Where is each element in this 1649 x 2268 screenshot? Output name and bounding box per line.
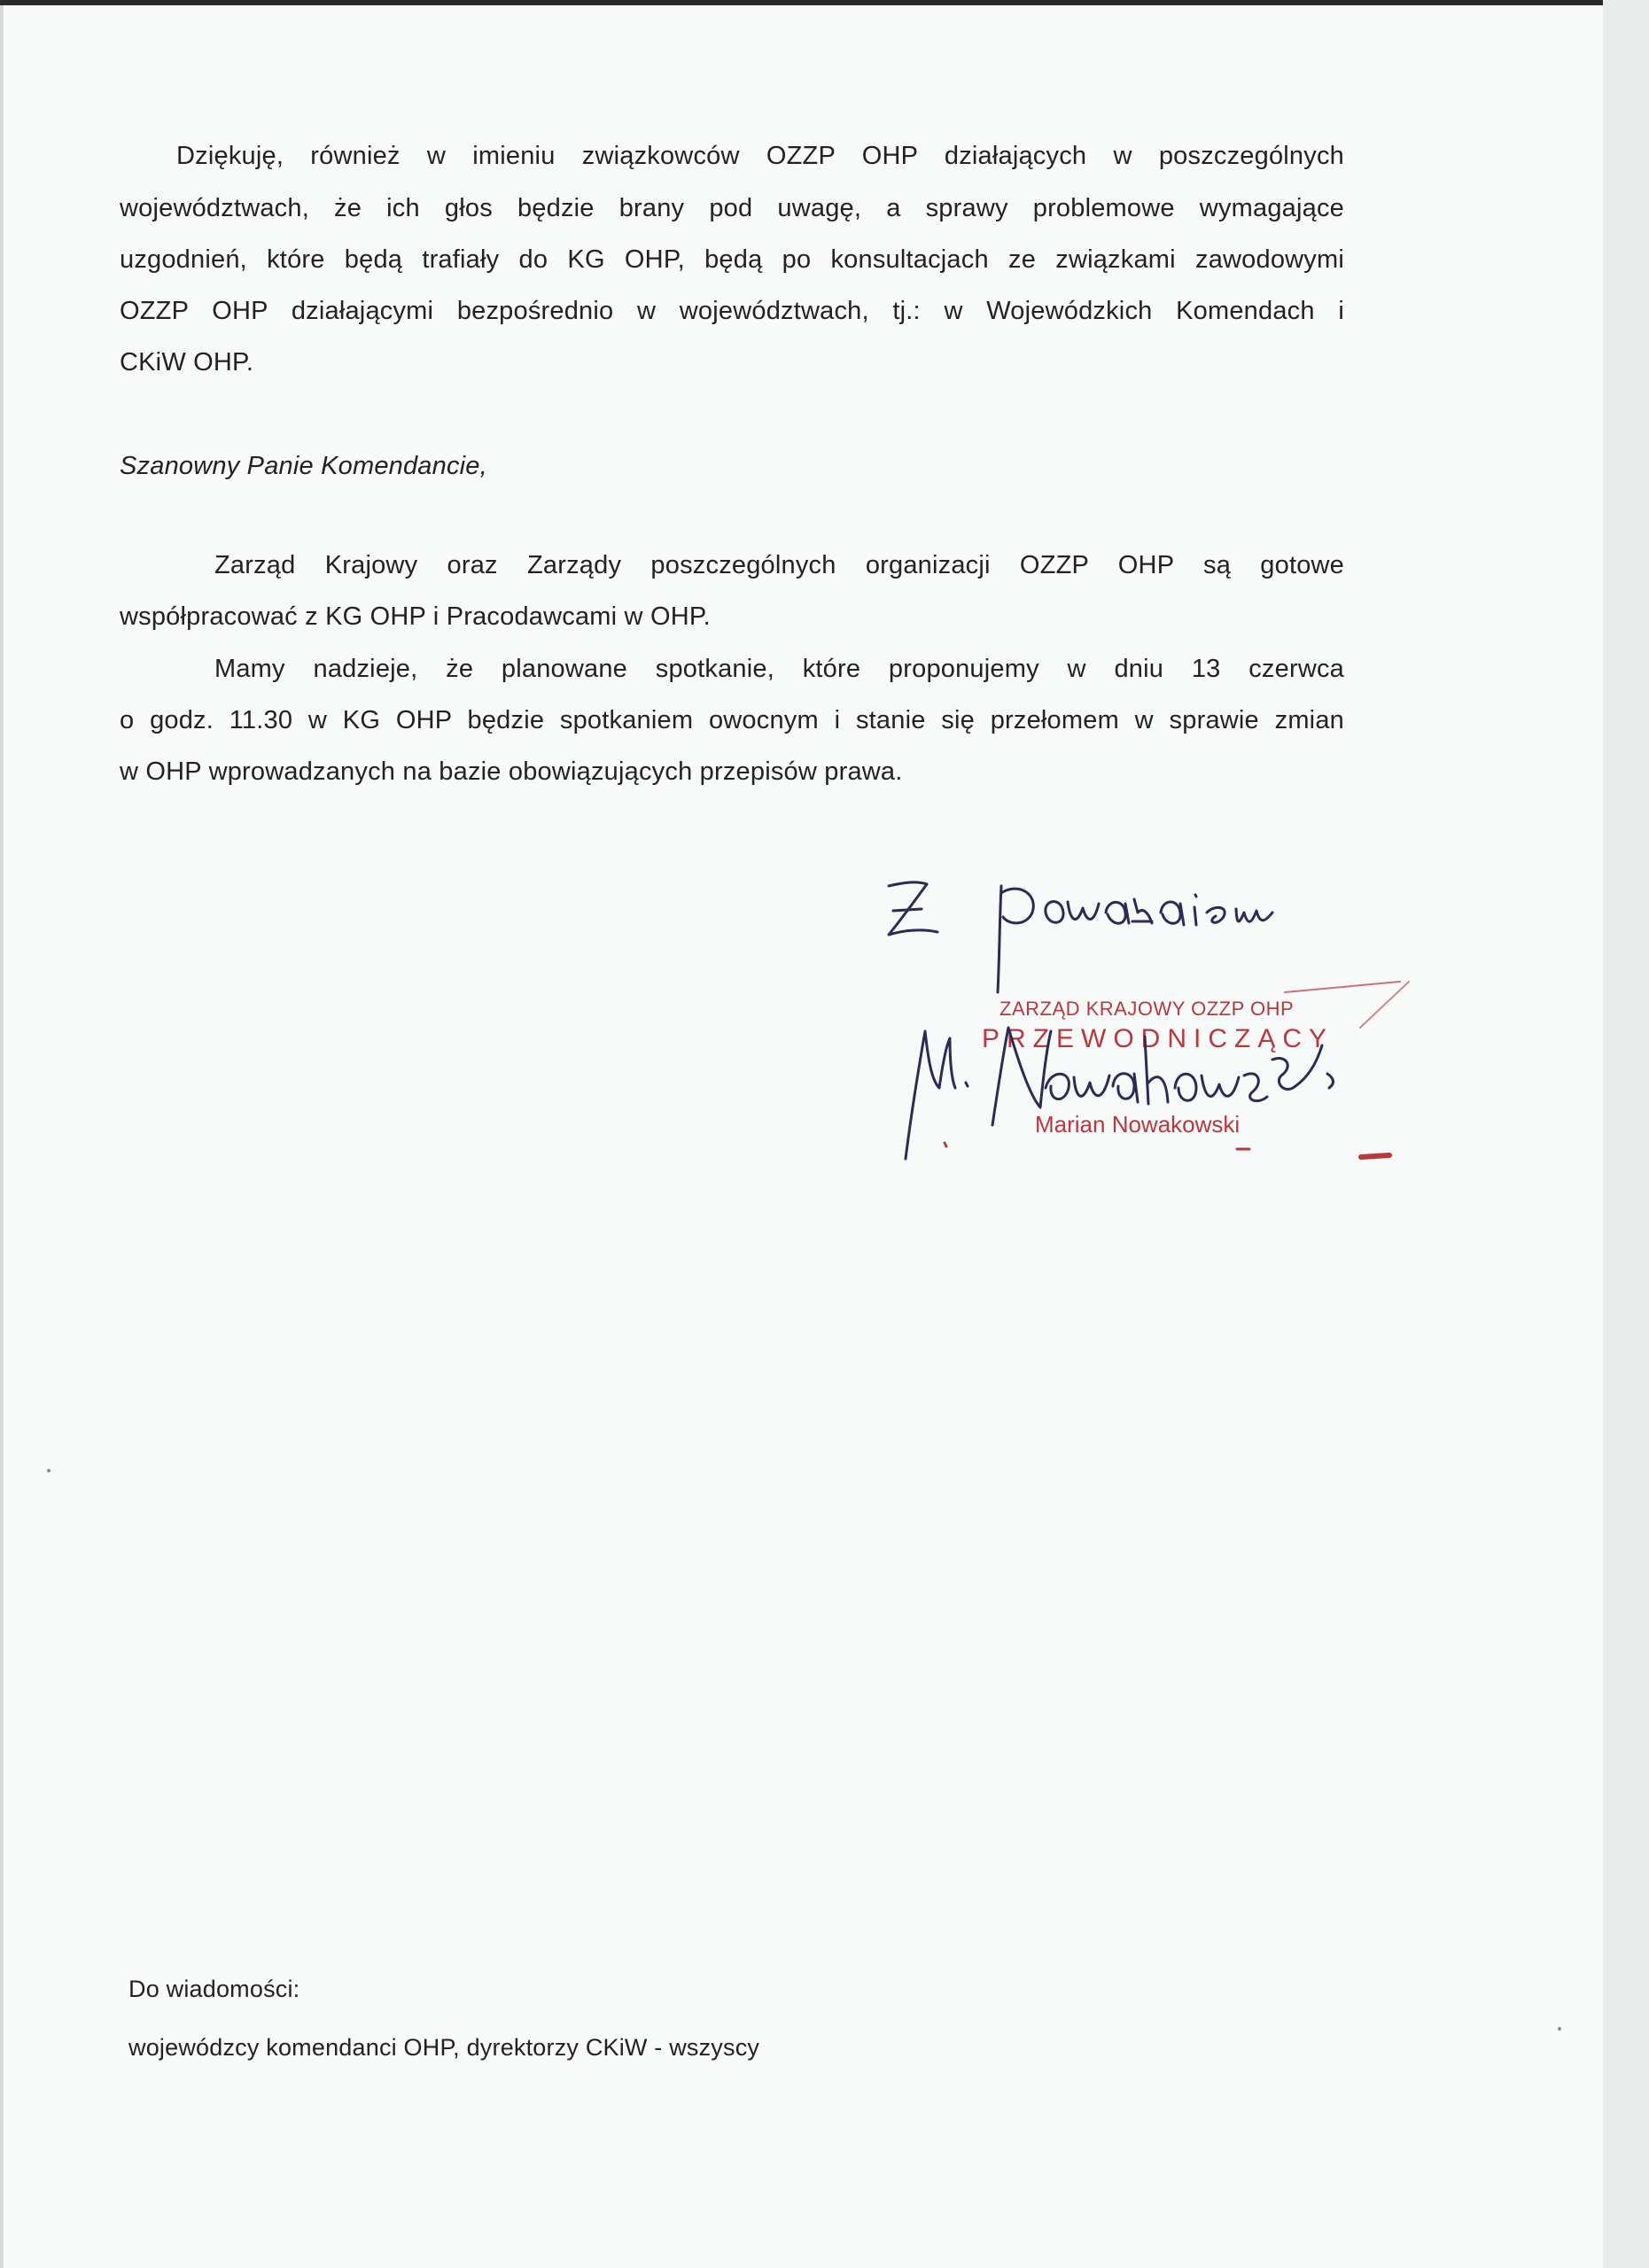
paragraph-1-line-1: Dziękuję, również w imieniu związkowców OZZP OHP działających w poszczególnych [176,142,1344,170]
footer-recipients: wojewódzcy komendanci OHP, dyrektorzy CKiW - wszyscy [128,2034,760,2061]
paragraph-3-line-3: w OHP wprowadzanych na bazie obowiązujących przepisów prawa. [120,757,903,786]
paragraph-1-line-5: CKiW OHP. [120,348,254,377]
paragraph-1-line-4: OZZP OHP działającymi bezpośrednio w województwach, tj.: w Wojewódzkich Komendach i [120,297,1344,325]
salutation: Szanowny Panie Komendancie, [120,452,487,480]
paragraph-2-line-1: Zarząd Krajowy oraz Zarządy poszczególnych organizacji OZZP OHP są gotowe [214,551,1344,579]
paragraph-2-line-2: współpracować z KG OHP i Pracodawcami w OHP. [120,602,711,631]
stamp-name: Marian Nowakowski [1035,1111,1241,1138]
stamp-title: PRZEWODNICZĄCY [982,1024,1334,1053]
paragraph-1-line-3: uzgodnień, które będą trafiały do KG OHP, będą po konsultacjach ze związkami zawodowymi [120,245,1344,274]
paragraph-1-line-2: województwach, że ich głos będzie brany pod uwagę, a sprawy problemowe wymagające [120,194,1344,222]
footer-heading: Do wiadomości: [128,1976,300,2002]
paragraph-3-line-2: o godz. 11.30 w KG OHP będzie spotkaniem owocnym i stanie się przełomem w sprawie zmian [120,706,1344,734]
paragraph-3-line-1: Mamy nadzieje, że planowane spotkanie, które proponujemy w dniu 13 czerwca [214,655,1344,683]
stamp-organization: ZARZĄD KRAJOWY OZZP OHP [1000,998,1295,1020]
